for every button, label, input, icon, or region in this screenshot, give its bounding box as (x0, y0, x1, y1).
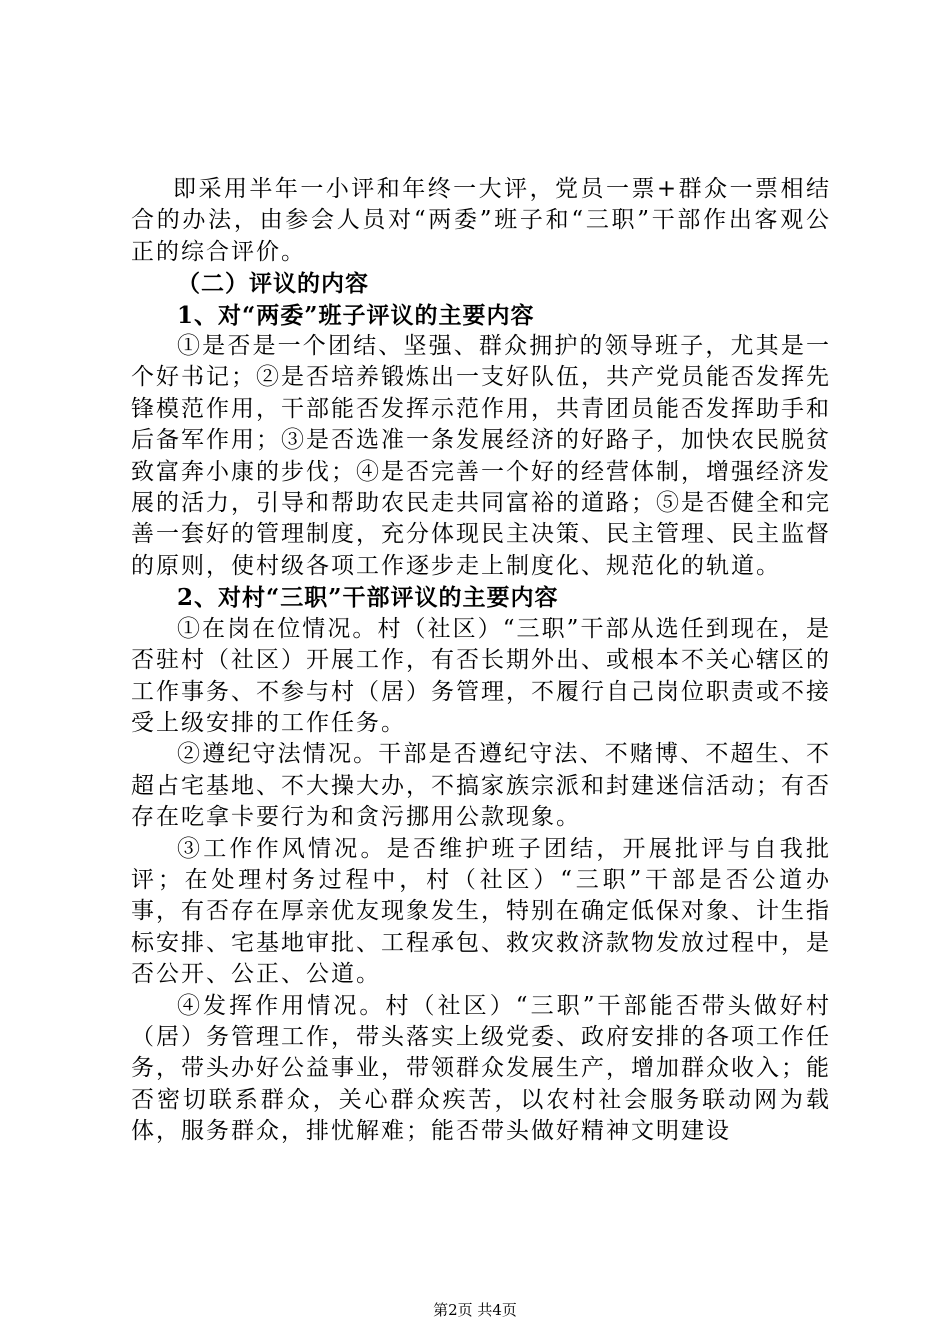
paragraph-role-played: ④发挥作用情况。村（社区）“三职”干部能否带头做好村（居）务管理工作，带头落实上级党委、政府安排的各项工作任务，带头办好公益事业，带领群众发展生产，增加群众收入；能否密切联系群众，关心群众疾苦，以农村社会服务联动网为载体，服务群众，排忧解难；能否带头做好精神文明建设 (131, 992, 831, 1145)
document-body (131, 174, 831, 1148)
paragraph-evaluation-method: 即采用半年一小评和年终一大评，党员一票+群众一票相结合的办法，由参会人员对“两委”班子和“三职”干部作出客观公正的综合评价。 (131, 176, 831, 265)
paragraph-work-style: ③工作作风情况。是否维护班子团结，开展批评与自我批评；在处理村务过程中，村（社区）“三职”干部是否公道办事，有否存在厚亲优友现象发生，特别在确定低保对象、计生指标安排、宅基地审批、工程承包、救灾救济款物发放过程中，是否公开、公正、公道。 (131, 835, 831, 988)
paragraph-on-duty: ①在岗在位情况。村（社区）“三职”干部从选任到现在，是否驻村（社区）开展工作，有否长期外出、或根本不关心辖区的工作事务、不参与村（居）务管理，不履行自己岗位职责或不接受上级安排的工作任务。 (131, 615, 831, 736)
paragraph-two-committees-content: ①是否是一个团结、坚强、群众拥护的领导班子，尤其是一个好书记；②是否培养锻炼出一支好队伍，共产党员能否发挥先锋模范作用，干部能否发挥示范作用，共青团员能否发挥助手和后备军作用；③是否选准一条发展经济的好路子，加快农民脱贫致富奔小康的步伐；④是否完善一个好的经营体制，增强经济发展的活力，引导和帮助农民走共同富裕的道路；⑤是否健全和完善一套好的管理制度，充分体现民主决策、民主管理、民主监督的原则，使村级各项工作逐步走上制度化、规范化的轨道。 (131, 333, 831, 579)
page-number-footer: 第2页 共4页 (433, 1301, 517, 1319)
subheading-three-posts-cadres: 2、对村“三职”干部评议的主要内容 (177, 584, 559, 612)
subheading-two-committees: 1、对“两委”班子评议的主要内容 (177, 301, 535, 329)
paragraph-law-abiding: ②遵纪守法情况。干部是否遵纪守法、不赌博、不超生、不超占宅基地、不大操大办，不搞家族宗派和封建迷信活动；有否存在吃拿卡要行为和贪污挪用公款现象。 (131, 741, 831, 831)
section-heading-evaluation-content: （二）评议的内容 (177, 270, 369, 298)
